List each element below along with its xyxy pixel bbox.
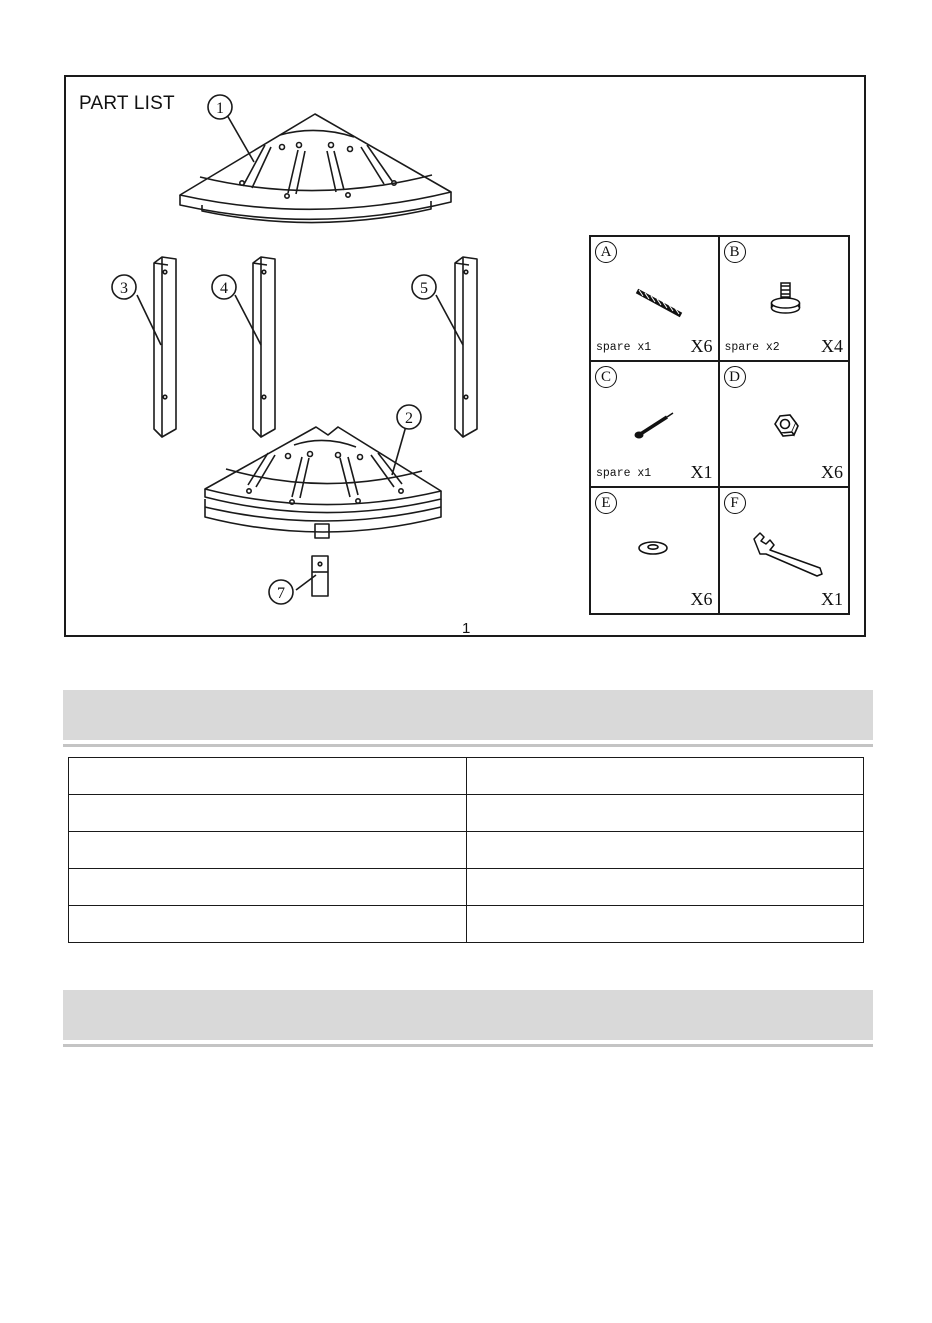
table-cell [466, 906, 864, 943]
table-cell [69, 832, 467, 869]
hardware-letter: C [595, 366, 617, 388]
hardware-letter: B [724, 241, 746, 263]
leg-4-drawing [253, 257, 275, 437]
hardware-letter: E [595, 492, 617, 514]
hardware-qty: X6 [821, 461, 843, 482]
hardware-letter: A [595, 241, 617, 263]
table-cell [69, 906, 467, 943]
table-cell [466, 795, 864, 832]
hardware-qty: X4 [821, 336, 843, 357]
section-divider [63, 1044, 873, 1047]
page-number: 1 [462, 620, 471, 637]
callout-4: 4 [220, 280, 228, 297]
table-row [69, 758, 864, 795]
callout-7: 7 [277, 585, 285, 602]
hardware-qty: X6 [690, 336, 713, 357]
table-row [69, 906, 864, 943]
hardware-spare: spare x1 [596, 341, 652, 355]
hardware-cell-a [591, 237, 720, 362]
hardware-cell-d [720, 362, 849, 487]
hardware-spare: spare x2 [724, 341, 780, 355]
part-list-panel [64, 75, 866, 637]
table-row [69, 832, 864, 869]
section-header-bar [63, 990, 873, 1040]
table-row [69, 795, 864, 832]
table-cell [466, 832, 864, 869]
table-cell [466, 758, 864, 795]
hardware-cell-c [591, 362, 720, 487]
table-cell [69, 795, 467, 832]
callout-1: 1 [216, 100, 224, 117]
hardware-letter: F [724, 492, 746, 514]
top-shelf-drawing [180, 114, 451, 223]
hardware-grid [589, 235, 850, 615]
hardware-cell-b [720, 237, 849, 362]
leg-5-drawing [455, 257, 477, 437]
hardware-spare: spare x1 [596, 466, 652, 480]
callout-5: 5 [420, 280, 428, 297]
part-list-title: PART LIST [79, 93, 175, 114]
leg-3-drawing [154, 257, 176, 437]
spec-table [68, 757, 864, 943]
table-row [69, 869, 864, 906]
table-cell [69, 758, 467, 795]
section-divider [63, 744, 873, 747]
hardware-letter: D [724, 366, 746, 388]
hardware-qty: X1 [690, 461, 713, 482]
callout-2: 2 [405, 410, 413, 427]
hardware-qty: X6 [690, 589, 713, 609]
table-cell [69, 869, 467, 906]
callout-3: 3 [120, 280, 128, 297]
bottom-shelf-drawing [205, 427, 441, 538]
hardware-qty: X1 [821, 589, 843, 609]
hardware-cell-e [591, 488, 720, 613]
hardware-cell-f [720, 488, 849, 613]
section-header-bar [63, 690, 873, 740]
part-list-drawing [66, 77, 586, 617]
table-cell [466, 869, 864, 906]
